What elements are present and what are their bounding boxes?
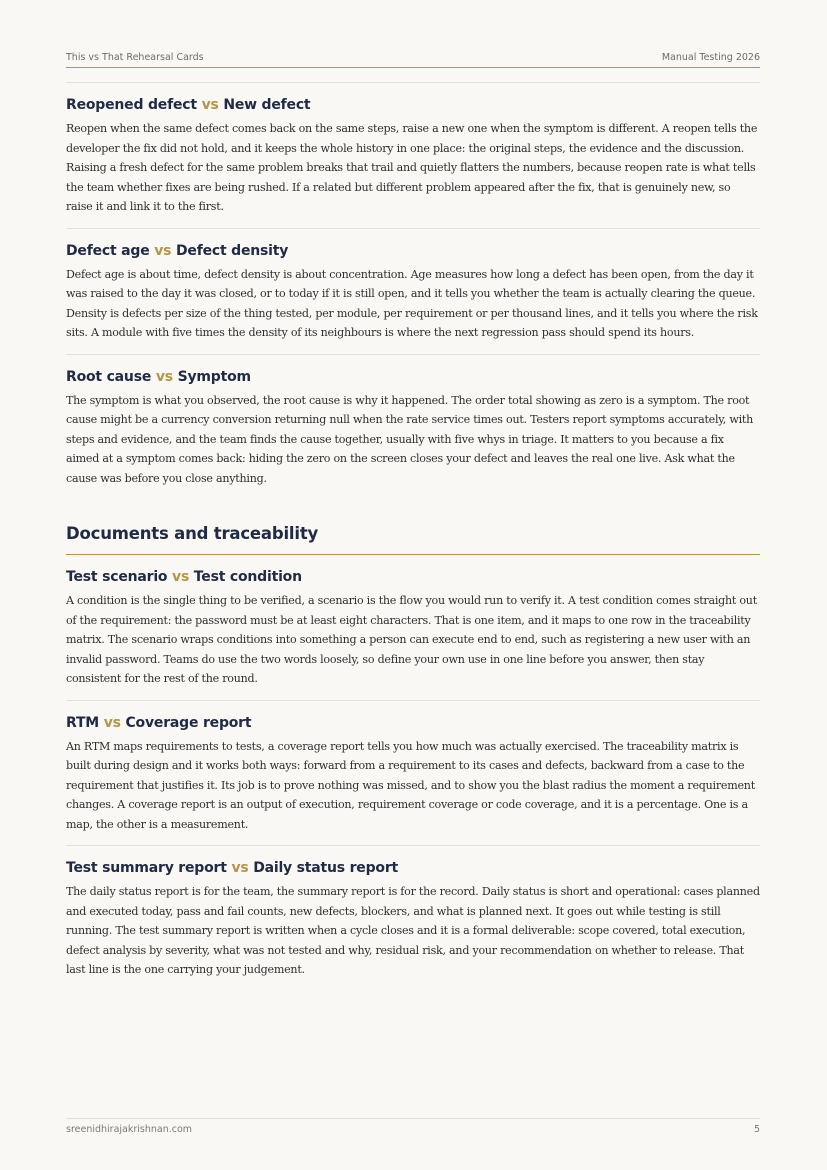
page-content [66, 82, 760, 991]
vs-label: vs [155, 368, 173, 385]
term-a: RTM [66, 714, 100, 731]
entry-rootcause-vs-symptom [66, 354, 760, 500]
term-b: Test condition [193, 569, 302, 585]
entry-body: A condition is the single thing to be verified, a scenario is the flow you would run to verify it. A test condition comes straight out of the requirement: the password must be at least eight characters. That is one item, and it maps to one row in the traceability matrix. The scenario wraps conditions into something a person can execute end to end, such as registering a new user with an invalid password. Teams do use the two words loosely, so define your own use in one line before you answer, then stay consistent for the rest of the round. [66, 594, 757, 685]
term-b: Defect density [175, 242, 289, 259]
entry-summary-vs-daily [66, 845, 760, 991]
term-b: New defect [223, 97, 311, 113]
header-title: This vs That Rehearsal Cards [66, 52, 204, 63]
term-b: Symptom [177, 368, 251, 385]
entry-body: Reopen when the same defect comes back on the same steps, raise a new one when the symptom is different. A reopen tells the developer the fix did not hold, and it keeps the whole history in one place: the original steps, the evidence and the discussion. Raising a fresh defect for the same problem breaks that trail and quietly flatters the numbers, because reopen rate is what tells the team whether fixes are being rushed. If a related but different problem appeared after the fix, that is genuinely new, so raise it and link it to the first. [66, 122, 758, 213]
term-b: Daily status report [253, 860, 399, 876]
entry-scenario-vs-condition [66, 555, 760, 700]
entry-heading [66, 714, 760, 732]
entry-rtm-vs-coverage [66, 700, 760, 846]
entry-heading [66, 368, 760, 386]
page-header [66, 49, 760, 68]
section-title: Documents and traceability [66, 523, 760, 555]
vs-label: vs [103, 714, 121, 731]
entry-heading [66, 859, 760, 877]
entry-body: An RTM maps requirements to tests, a coverage report tells you how much was actually exercised. The traceability matrix is built during design and it works both ways: forward from a requirement to its cases and defects, backward from a case to the requirement that justifies it. Its job is to prove nothing was missed, and to show you the blast radius the moment a requirement changes. A coverage report is an output of execution, requirement coverage or code coverage, and it is a percentage. One is a map, the other is a measurement. [66, 739, 755, 831]
term-a: Defect age [66, 242, 150, 259]
entry-body: The daily status report is for the team, the summary report is for the record. Daily status is short and operational: cases planned and executed today, pass and fail counts, new defects, blockers, and what is planned next. It goes out while testing is still running. The test summary report is written when a cycle closes and it is a formal deliverable: scope covered, total execution, defect analysis by severity, what was not tested and why, residual risk, and your recommendation on whether to release. That last line is the one carrying your judgement. [66, 885, 760, 976]
header-subtitle: Manual Testing 2026 [661, 52, 760, 63]
term-b: Coverage report [125, 714, 252, 731]
term-a: Root cause [66, 368, 152, 385]
term-a: Test summary report [66, 860, 227, 876]
vs-label: vs [201, 97, 219, 113]
entry-age-vs-density [66, 228, 760, 354]
page-number: 5 [753, 1124, 760, 1135]
entry-heading [66, 242, 760, 260]
footer-website: sreenidhirajakrishnan.com [66, 1124, 193, 1135]
page-footer [66, 1118, 760, 1135]
vs-label: vs [172, 569, 190, 585]
entry-heading [66, 568, 760, 586]
entry-heading [66, 96, 760, 114]
term-a: Reopened defect [66, 97, 197, 113]
vs-label: vs [154, 242, 172, 259]
entry-body: The symptom is what you observed, the root cause is why it happened. The order total showing as zero is a symptom. The root cause might be a currency conversion returning null when the rate service times out. Testers report symptoms accurately, with steps and evidence, and the team finds the cause together, usually with five whys in triage. It matters to you because a fix aimed at a symptom comes back: hiding the zero on the screen closes your defect and leaves the real one live. Ask what the cause was before you close anything. [66, 393, 754, 485]
entry-body: Defect age is about time, defect density is about concentration. Age measures how long a defect has been open, from the day it was raised to the day it was closed, or to today if it is still open, and it tells you whether the team is actually clearing the queue. Density is defects per size of the thing tested, per module, per requirement or per thousand lines, and it tells you where the risk sits. A module with five times the density of its neighbours is where the next regression pass should spend its hours. [66, 267, 758, 339]
entry-reopened-vs-new [66, 82, 760, 228]
term-a: Test scenario [66, 569, 168, 585]
vs-label: vs [231, 860, 249, 876]
